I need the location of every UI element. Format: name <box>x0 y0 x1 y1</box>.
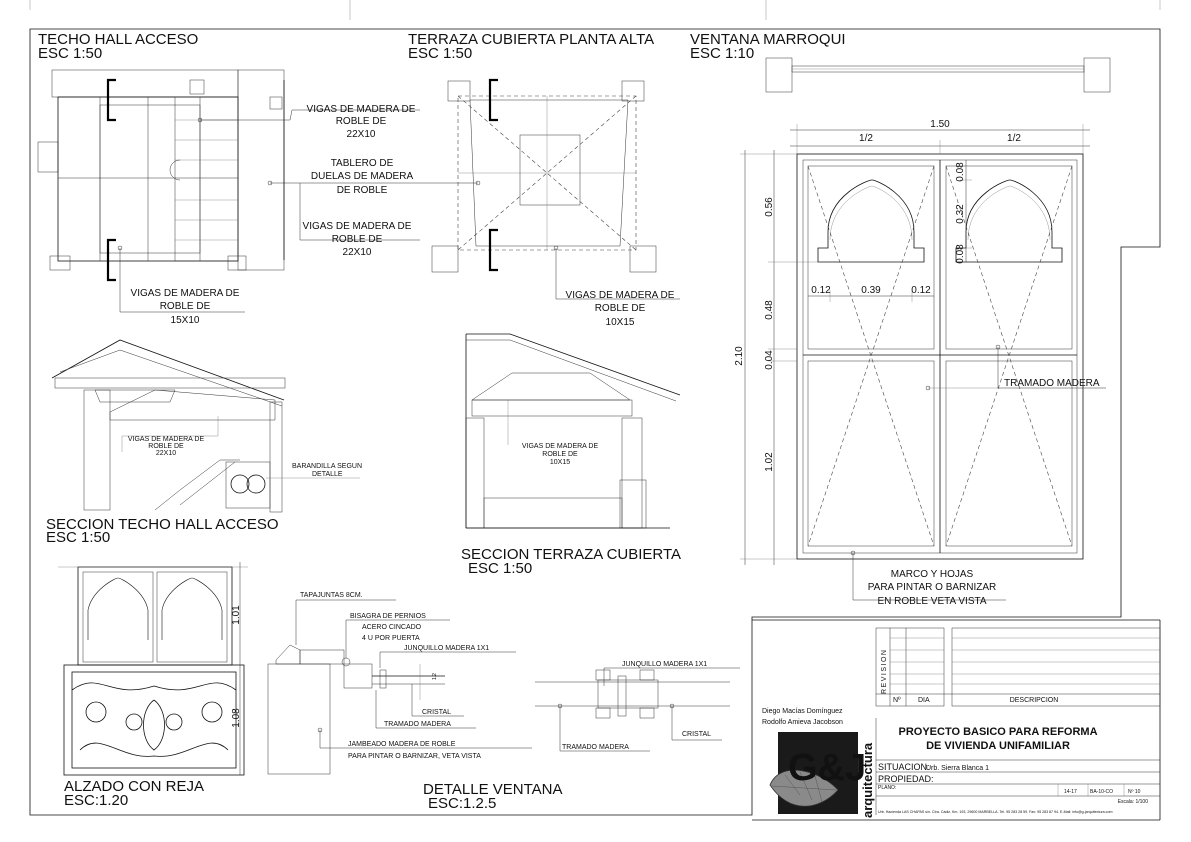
dim-w-012-r: 0.12 <box>911 285 931 296</box>
plano-label: PLANO: <box>878 785 897 791</box>
label-vigas-15x10-3: 15X10 <box>170 315 200 326</box>
techo-hall-scale: ESC 1:50 <box>38 45 103 62</box>
dim-total-height: 2.10 <box>734 346 745 366</box>
col-desc: DESCRIPCION <box>1009 697 1059 704</box>
svg-text:arquitectura: arquitectura <box>860 742 875 818</box>
label-vigas-22x10-a-2: ROBLE DE <box>335 116 387 127</box>
seccion-terraza-scale: ESC 1:50 <box>468 560 533 577</box>
dim-half-left: 1/2 <box>859 133 873 144</box>
ventana-top-section <box>766 58 1110 92</box>
dim-alz-101: 1.01 <box>231 605 242 625</box>
label-marco-2: PARA PINTAR O BARNIZAR <box>867 582 997 593</box>
label-sec-vigas-10x15-1: VIGAS DE MADERA DE <box>521 443 599 450</box>
dim-h-008-top: 0.08 <box>955 162 966 182</box>
label-marco-1: MARCO Y HOJAS <box>890 569 974 580</box>
label-junquillo-b: JUNQUILLO MADERA 1X1 <box>622 661 708 668</box>
label-sec-vigas-22x10-2: ROBLE DE <box>148 443 184 450</box>
detalle-title: DETALLE VENTANA <box>423 781 563 798</box>
col-n: Nº <box>893 697 901 704</box>
situacion-label: SITUACION: <box>878 762 930 772</box>
label-barandilla-2: DETALLE <box>312 471 343 478</box>
label-bisagra-2: ACERO CINCADO <box>362 624 422 631</box>
dim-w-012-l: 0.12 <box>811 285 831 296</box>
alzado-reja <box>58 562 248 775</box>
label-vigas-15x10-2: ROBLE DE <box>159 301 211 312</box>
project-title-1: PROYECTO BASICO PARA REFORMA <box>898 726 1098 738</box>
terraza-scale: ESC 1:50 <box>408 45 473 62</box>
situacion-value: Urb. Sierra Blanca 1 <box>926 765 990 772</box>
label-tramado-b: TRAMADO MADERA <box>562 744 629 751</box>
ventana-dims <box>740 124 1090 565</box>
leaders-hall <box>118 110 420 312</box>
dim-h-102: 1.02 <box>764 452 775 472</box>
label-sec-vigas-22x10-1: VIGAS DE MADERA DE <box>127 436 205 443</box>
dim-h-008-bot: 0.08 <box>955 244 966 264</box>
label-sec-vigas-10x15-2: ROBLE DE <box>542 451 578 458</box>
label-marco-3: EN ROBLE VETA VISTA <box>877 596 987 607</box>
label-tapajuntas: TAPAJUNTAS 8CM. <box>300 592 363 599</box>
label-vigas-10x15-3: 10X15 <box>605 317 635 328</box>
dim-det-12: 1.2 <box>432 673 438 680</box>
ventana-title: VENTANA MARROQUI <box>690 31 846 48</box>
terraza-title: TERRAZA CUBIERTA PLANTA ALTA <box>408 31 655 48</box>
revision-label: REVISION <box>881 648 888 694</box>
dim-h-032: 0.32 <box>955 204 966 224</box>
code-1: 14-17 <box>1064 789 1077 795</box>
dim-h-004: 0.04 <box>764 350 775 370</box>
label-tramado-a: TRAMADO MADERA <box>384 721 451 728</box>
dim-h-048: 0.48 <box>764 300 775 320</box>
escala: Escala: 1/100 <box>1117 799 1148 805</box>
col-dia: DIA <box>918 697 930 704</box>
label-vigas-10x15-2: ROBLE DE <box>594 303 646 314</box>
label-jambeado-1: JAMBEADO MADERA DE ROBLE <box>348 741 456 748</box>
label-tramado: TRAMADO MADERA <box>1004 378 1100 389</box>
author-1: Diego Macías Domínguez <box>762 708 843 715</box>
dim-alz-108: 1.08 <box>231 708 242 728</box>
label-bisagra-3: 4 U POR PUERTA <box>362 635 420 642</box>
label-cristal-b: CRISTAL <box>682 731 712 738</box>
label-bisagra-1: BISAGRA DE PERNIOS <box>350 613 426 620</box>
label-tablero-2: DUELAS DE MADERA <box>310 171 414 182</box>
label-sec-vigas-22x10-3: 22X10 <box>155 450 177 457</box>
label-tablero-1: TABLERO DE <box>330 158 394 169</box>
dim-w-039: 0.39 <box>861 285 881 296</box>
label-tablero-3: DE ROBLE <box>336 185 388 196</box>
seccion-terraza-title: SECCION TERRAZA CUBIERTA <box>461 546 682 563</box>
author-2: Rodolfo Amieva Jacobson <box>762 719 843 726</box>
techo-hall-plan <box>38 70 284 280</box>
label-vigas-22x10-b-3: 22X10 <box>342 247 372 258</box>
dim-half-right: 1/2 <box>1007 133 1021 144</box>
label-sec-vigas-10x15-3: 10X15 <box>549 459 571 466</box>
seccion-hall <box>52 340 285 512</box>
techo-hall-title: TECHO HALL ACCESO <box>38 31 199 48</box>
label-barandilla-1: BARANDILLA SEGUN <box>292 463 363 470</box>
seccion-hall-title: SECCION TECHO HALL ACCESO <box>46 516 279 533</box>
alzado-title: ALZADO CON REJA <box>64 778 205 795</box>
seccion-terraza <box>466 334 680 528</box>
firm-logo <box>770 732 875 818</box>
label-vigas-22x10-b-2: ROBLE DE <box>331 234 383 245</box>
label-vigas-15x10-1: VIGAS DE MADERA DE <box>130 288 240 299</box>
code-3: Nº 10 <box>1128 789 1141 795</box>
address: Urb. Hacienda LAS CHAPAS s/n. Ctra. Cádiz, Km. 193, 29600 MARBELLA. Tel. 95 283 28 59. Fax: 95 283 87 94. E-Mail: info@g-jarquitectura.com <box>878 810 1113 814</box>
dim-h-056: 0.56 <box>764 197 775 217</box>
svg-text:G&J: G&J <box>788 747 867 789</box>
label-jambeado-2: PARA PINTAR O BARNIZAR, VETA VISTA <box>348 753 481 760</box>
ventana-scale: ESC 1:10 <box>690 45 755 62</box>
ventana-elevation <box>797 154 1083 559</box>
label-vigas-22x10-a-3: 22X10 <box>346 129 376 140</box>
label-vigas-10x15-1: VIGAS DE MADERA DE <box>565 290 675 301</box>
label-junquillo-a: JUNQUILLO MADERA 1X1 <box>404 645 490 652</box>
label-vigas-22x10-a-1: VIGAS DE MADERA DE <box>306 104 416 115</box>
alzado-scale: ESC:1.20 <box>64 792 129 809</box>
code-2: BA-10-CO <box>1090 789 1114 795</box>
label-cristal-a: CRISTAL <box>422 709 452 716</box>
seccion-hall-scale: ESC 1:50 <box>46 529 111 546</box>
project-title-2: DE VIVIENDA UNIFAMILIAR <box>926 740 1070 752</box>
sheet-frame <box>30 29 1160 815</box>
propiedad-label: PROPIEDAD: <box>878 774 934 784</box>
terraza-plan <box>432 80 656 272</box>
detalle-scale: ESC:1.2.5 <box>428 795 497 812</box>
label-vigas-22x10-b-1: VIGAS DE MADERA DE <box>302 221 412 232</box>
dim-total-width: 1.50 <box>930 119 950 130</box>
